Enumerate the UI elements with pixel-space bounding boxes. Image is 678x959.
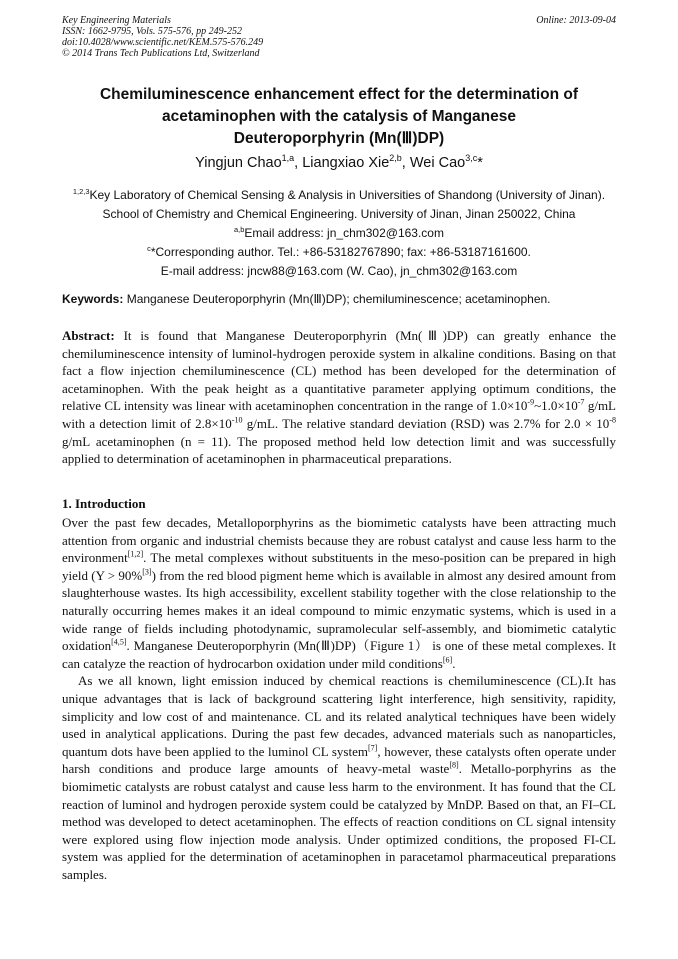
title-line: acetaminophen with the catalysis of Manganese (161, 108, 516, 125)
abstract-text: g/mL with a detection limit of 2.8×10 (62, 398, 616, 431)
citation: [7] (367, 743, 378, 753)
introduction-body (62, 514, 616, 883)
abstract-text: g/mL. The relative standard deviation (RSD) was 2.7% for 2.0 × 10 (242, 415, 610, 431)
affiliation-line: School of Chemistry and Chemical Engineering. University of Jinan, Jinan 250022, China (102, 207, 576, 221)
paragraph-text: . (452, 655, 456, 671)
paragraph-text: , however, these catalysts often operate under harsh conditions and produce large amounts of heavy-metal waste (62, 743, 616, 777)
paragraph-text: . The metal complexes without substituents in the meso-position can be prepared in high yield (Y > 90% (62, 550, 616, 583)
abstract-text: It is found that Manganese Deuteroporphyrin (Mn(Ⅲ)DP) can greatly enhance the chemiluminescence intensity of luminol-hydrogen peroxide system in alkaline conditions. Basing on that fact a flow injection chemiluminescence (CL) method has been developed for the determination of acetaminophen. With the peak height as a quantitative parameter applying optimum conditions, the relative CL intensity was linear with acetaminophen concentration in the range of 1.0×10 (62, 328, 616, 414)
email-mark: a,b (234, 225, 245, 234)
paragraph-text: . Manganese Deuteroporphyrin (Mn(Ⅲ)DP)（Figure 1） is one of these metal complexes. It can catalyze the reaction of hydrocarbon oxidation under mild conditions (62, 638, 616, 671)
doi-line: doi:10.4028/www.scientific.net/KEM.575-576.249 (62, 37, 264, 48)
email-text: Email address: jn_chm302@163.com (244, 226, 444, 240)
corresponding-star: * (477, 155, 483, 171)
exponent: -7 (577, 398, 585, 408)
author-name: Wei Cao (409, 155, 466, 171)
author-separator: , (401, 155, 410, 171)
paragraph (62, 514, 616, 672)
title-line: Chemiluminescence enhancement effect for the determination of (99, 86, 579, 103)
email-line: E-mail address: jncw88@163.com (W. Cao), jn_chm302@163.com (160, 264, 518, 278)
title-line: Deuteroporphyrin (Mn(Ⅲ)DP) (233, 130, 445, 147)
copyright-line: © 2014 Trans Tech Publications Ltd, Switzerland (62, 48, 260, 59)
author-affiliation-mark: 1,a (281, 153, 295, 164)
citation: [4,5] (111, 637, 127, 647)
citation: [6] (442, 655, 453, 665)
abstract (62, 327, 616, 468)
keywords (62, 292, 616, 306)
affiliations (40, 186, 638, 281)
author-list (62, 155, 616, 171)
author-affiliation-mark: 3,c (465, 153, 478, 164)
exponent: -9 (527, 398, 535, 408)
online-date: Online: 2013-09-04 (536, 15, 616, 26)
citation: [8] (449, 760, 459, 770)
author-affiliation-mark: 2,b (389, 153, 402, 164)
affiliation-line (40, 186, 638, 205)
affiliation-mark: 1,2,3 (72, 187, 90, 196)
paragraph-text: As we all known, light emission induced by chemical reactions is chemiluminescence (CL).It has unique advantages that is lack of background scattering light interference, high sensitivity, rapidity, simplicity and low cost of and maintenance. CL and its related analytical techniques have been widely used in analytical applications. During the past few decades, advanced materials such as nanoparticles, quantum dots have been applied to the luminol CL system (62, 673, 616, 759)
section-heading: 1. Introduction (62, 496, 146, 511)
paragraph-text: Over the past few decades, Metalloporphyrins as the biomimetic catalysts have been attracting much attention from organic and industrial chemists because they are robust catalyst and cause less harm to the environment (62, 515, 616, 566)
paragraph (62, 672, 616, 883)
paper-title (62, 84, 616, 150)
abstract-text: ~1.0×10 (534, 398, 578, 414)
paragraph-text: . Metallo-porphyrins as the biomimetic catalysts are robust catalyst and cause less harm to the environment. It has found that the CL reaction of luminol and hydrogen peroxide system could be catalyzed by MnDP. Based on that, an FI–CL method was developed to detect acetaminophen. The effects of reaction conditions on CL signal intensity were explored using flow injection mode analysis. Under optimized conditions, the proposed FI-CL system was applied for the determination of acetaminophen in paracetamol pharmaceutical preparations samples. (62, 761, 616, 882)
exponent: -10 (231, 415, 243, 425)
keywords-label: Keywords: (62, 292, 124, 306)
citation: [3] (142, 567, 152, 577)
corresponding-line (40, 243, 638, 262)
exponent: -8 (609, 415, 617, 425)
abstract-text: g/mL acetaminophen (n = 11). The proposed method held low detection limit and was successfully applied to determination of acetaminophen in pharmaceutical preparations. (62, 433, 616, 467)
issn-line: ISSN: 1662-9795, Vols. 575-576, pp 249-252 (62, 26, 242, 37)
journal-name: Key Engineering Materials (62, 15, 171, 26)
abstract-label: Abstract: (62, 328, 115, 343)
email-line (40, 224, 638, 243)
corresponding-text: *Corresponding author. Tel.: +86-53182767890; fax: +86-53187161600. (150, 245, 531, 259)
citation: [1,2] (127, 549, 144, 559)
journal-header (62, 15, 616, 59)
corresponding-mark: c (147, 244, 151, 253)
keywords-text: Manganese Deuteroporphyrin (Mn(Ⅲ)DP); chemiluminescence; acetaminophen. (123, 292, 551, 306)
author-name: Liangxiao Xie (302, 155, 390, 171)
author-separator: , (294, 155, 303, 171)
paragraph-text: ) from the red blood pigment heme which is available in almost any desired amount from slaughterhouse wastes. Its high accessibility, excellent stability together with the close relationship to the naturally occurring hemes makes it an ideal compound to mimic enzymatic systems, which is used in a wide range of fields including photodynamic, supramolecular self-assembly, and biomimetic catalytic oxidation (62, 567, 616, 654)
affiliation-text: Key Laboratory of Chemical Sensing & Analysis in Universities of Shandong (University of Jinan). (89, 188, 606, 202)
author-name: Yingjun Chao (195, 155, 282, 171)
